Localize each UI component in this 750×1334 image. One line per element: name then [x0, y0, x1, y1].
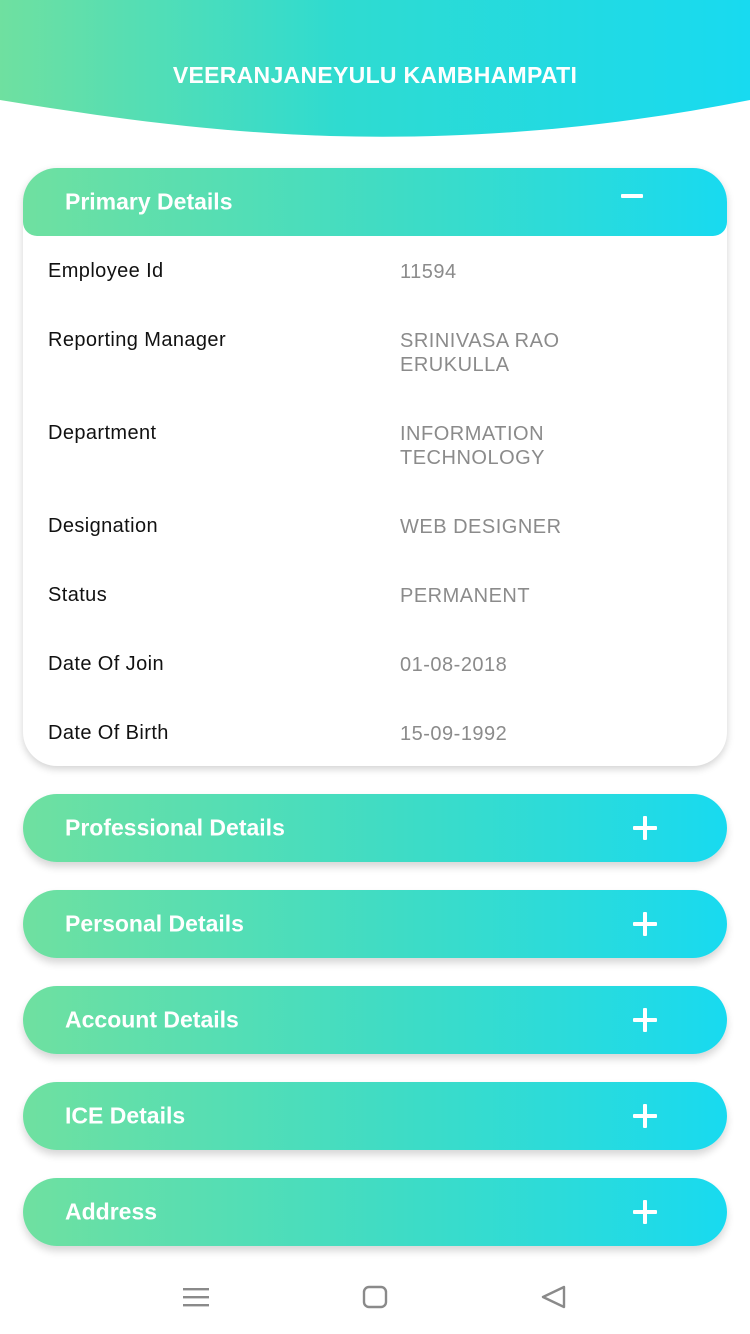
detail-key: Date Of Join — [48, 653, 164, 675]
plus-icon[interactable] — [633, 1008, 657, 1032]
back-icon[interactable] — [536, 1282, 572, 1312]
home-icon[interactable] — [357, 1282, 393, 1312]
detail-value: SRINIVASA RAO ERUKULLA — [400, 330, 560, 376]
detail-value: INFORMATION TECHNOLOGY — [400, 423, 546, 469]
detail-key: Department — [48, 422, 157, 444]
detail-value: WEB DESIGNER — [400, 516, 562, 538]
account-details-header[interactable] — [23, 986, 727, 1054]
section-label: ICE Details — [65, 1102, 186, 1129]
section-label: Address — [65, 1198, 158, 1225]
plus-icon[interactable] — [633, 816, 657, 840]
detail-key: Reporting Manager — [48, 329, 227, 351]
plus-icon[interactable] — [633, 1200, 657, 1224]
detail-value: PERMANENT — [400, 585, 531, 607]
menu-icon[interactable] — [178, 1282, 214, 1312]
plus-icon[interactable] — [633, 1104, 657, 1128]
detail-key: Status — [48, 584, 108, 606]
primary-details-header[interactable] — [23, 168, 727, 236]
employee-name: VEERANJANEYULU KAMBHAMPATI — [172, 62, 578, 88]
professional-details-header[interactable] — [23, 794, 727, 862]
detail-key: Date Of Birth — [48, 722, 169, 744]
section-label: Account Details — [65, 1006, 239, 1033]
profile-header — [0, 0, 750, 150]
minus-icon[interactable] — [621, 194, 643, 198]
personal-details-header[interactable] — [23, 890, 727, 958]
primary-details-label: Primary Details — [65, 188, 233, 215]
address-header[interactable] — [23, 1178, 727, 1246]
detail-value: 01-08-2018 — [400, 654, 508, 676]
plus-icon[interactable] — [633, 912, 657, 936]
section-label: Professional Details — [65, 814, 285, 841]
system-nav-bar — [0, 1262, 750, 1334]
ice-details-header[interactable] — [23, 1082, 727, 1150]
detail-key: Designation — [48, 515, 159, 537]
primary-details-card — [23, 168, 727, 766]
detail-value: 11594 — [400, 261, 457, 283]
section-label: Personal Details — [65, 910, 244, 937]
detail-value: 15-09-1992 — [400, 723, 508, 745]
detail-key: Employee Id — [48, 260, 164, 282]
